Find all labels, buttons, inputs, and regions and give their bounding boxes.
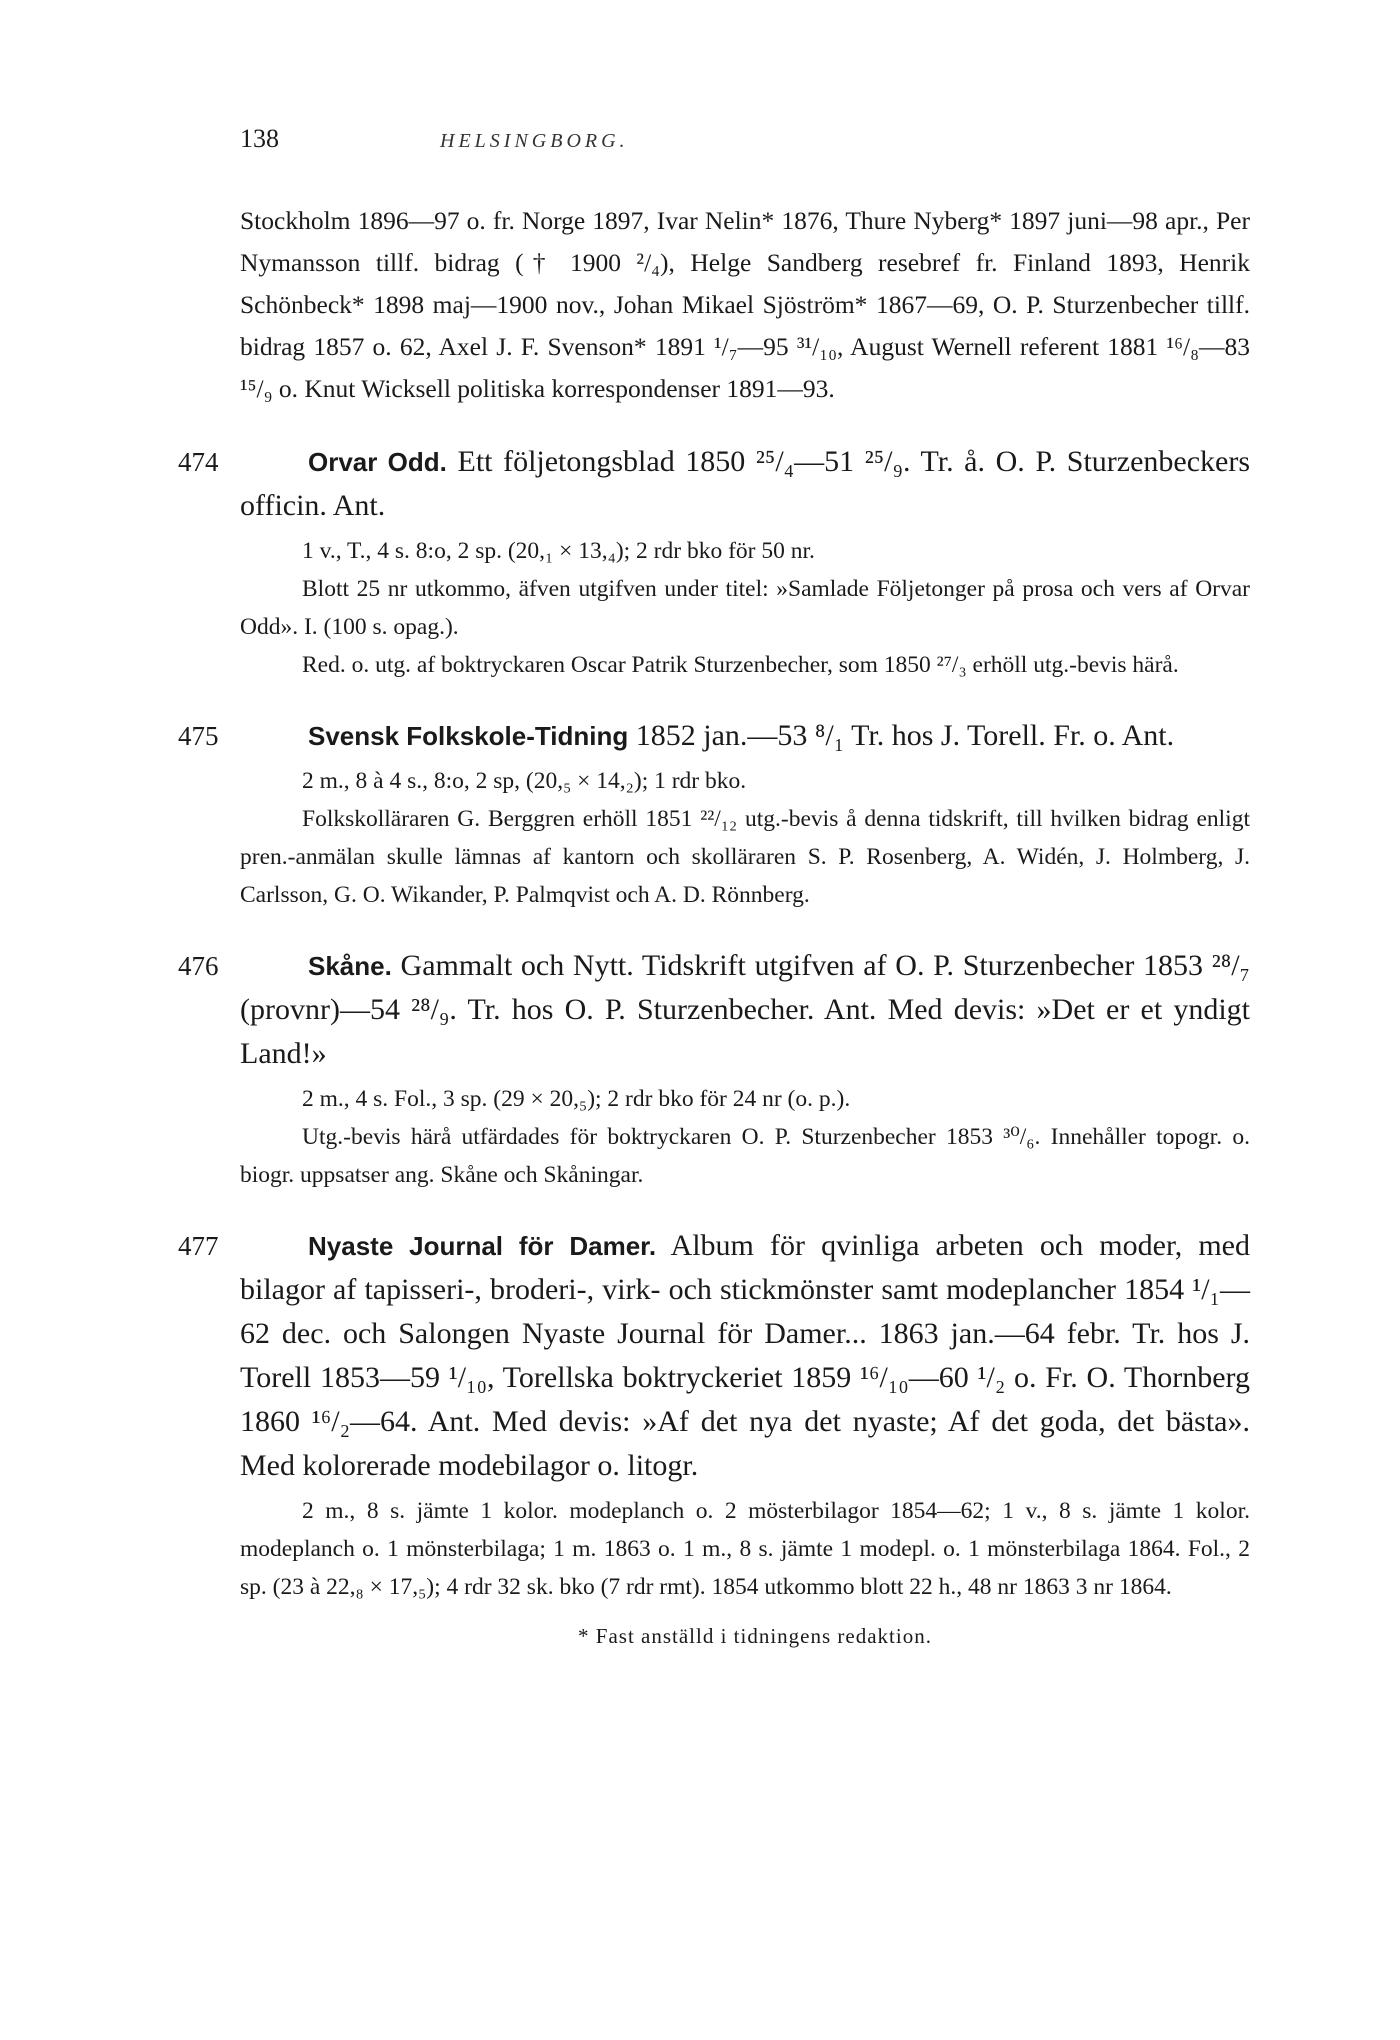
continuation-paragraph: Stockholm 1896—97 o. fr. Norge 1897, Ivar Nelin* 1876, Thure Nyberg* 1897 juni—98 apr., Per Nymansson tillf. bidrag († 1900 ²/₄), Helge Sandberg resebref fr. Finland 1893, Henrik Schönbeck* 1898 maj—1900 nov., Johan Mikael Sjöström* 1867—69, O. P. Sturzenbecher tillf. bidrag 1857 o. 62, Axel J. F. Svenson* 1891 ¹/₇—95 ³¹/₁₀, August Wernell referent 1881 ¹⁶/₈—83 ¹⁵/₉ o. Knut Wicksell politiska korrespondenser 1891—93. — [240, 206, 1250, 403]
entry-title: Svensk Folkskole-Tidning — [308, 721, 629, 751]
entry-note: Utg.-bevis härå utfärdades för boktryckaren O. P. Sturzenbecher 1853 ³⁰/₆. Innehåller topogr. o. biogr. uppsatser ang. Skåne och Skåningar. — [240, 1124, 1250, 1188]
entry-note: Blott 25 nr utkommo, äfven utgifven under titel: »Samlade Följetonger på prosa och vers af Orvar Odd». I. (100 s. opag.). — [240, 576, 1250, 640]
entry-476 — [178, 944, 1250, 1194]
page-number: 138 — [240, 124, 279, 153]
entry-note: Red. o. utg. af boktryckaren Oscar Patrik Sturzenbecher, som 1850 ²⁷/₃ erhöll utg.-bevis härå. — [302, 652, 1179, 678]
entry-note: 2 m., 8 à 4 s., 8:o, 2 sp, (20,₅ × 14,₂); 1 rdr bko. — [302, 768, 747, 794]
running-title: HELSINGBORG. — [440, 130, 629, 152]
book-page — [178, 124, 1251, 1649]
entry-text: Gammalt och Nytt. Tidskrift utgifven af O. P. Sturzenbecher 1853 ²⁸/₇ (provnr)—54 ²⁸/₉. Tr. hos O. P. Sturzenbecher. Ant. Med devis: »Det er et yndigt Land!» — [240, 949, 1250, 1070]
entry-notes — [240, 532, 1250, 684]
entry-title: Skåne. — [308, 951, 392, 981]
entry-title: Orvar Odd. — [308, 447, 447, 477]
entry-number: 476 — [178, 951, 219, 981]
entry-text: Ett följetongsblad 1850 ²⁵/₄—51 ²⁵/₉. Tr. å. O. P. Sturzenbeckers officin. Ant. — [240, 445, 1251, 522]
entry-note: 2 m., 8 s. jämte 1 kolor. modeplanch o. 2 mösterbilagor 1854—62; 1 v., 8 s. jämte 1 kolor. modeplanch o. 1 mönsterbilaga; 1 m. 1863 o. 1 m., 8 s. jämte 1 modepl. o. 1 mönsterbilaga 1864. Fol., 2 sp. (23 à 22,₈ × 17,₅); 4 rdr 32 sk. bko (7 rdr rmt). 1854 utkommo blott 22 h., 48 nr 1863 3 nr 1864. — [240, 1498, 1250, 1600]
entry-text: 1852 jan.—53 ⁸/₁ Tr. hos J. Torell. Fr. o. Ant. — [635, 719, 1175, 752]
entry-notes — [240, 762, 1250, 914]
entry-number: 475 — [178, 721, 219, 751]
entry-number: 474 — [178, 447, 219, 477]
entry-note: Folkskolläraren G. Berggren erhöll 1851 ²²/₁₂ utg.-bevis å denna tidskrift, till hvilken bidrag enligt pren.-anmälan skulle lämnas af kantorn och skolläraren S. P. Rosenberg, A. Widén, J. Holmberg, J. Carlsson, G. O. Wikander, P. Palmqvist och A. D. Rönnberg. — [240, 806, 1250, 908]
entry-text: Album för qvinliga arbeten och moder, med bilagor af tapisseri-, broderi-, virk- och stickmönster samt modeplancher 1854 ¹/₁—62 dec. och Salongen Nyaste Journal för Damer... 1863 jan.—64 febr. Tr. hos J. Torell 1853—59 ¹/₁₀, Torellska boktryckeriet 1859 ¹⁶/₁₀—60 ¹/₂ o. Fr. O. Thornberg 1860 ¹⁶/₂—64. Ant. Med devis: »Af det nya det nyaste; Af det goda, det bästa». Med kolorerade modebilagor o. litogr. — [240, 1229, 1250, 1482]
entry-notes — [240, 1080, 1250, 1194]
entry-heading — [240, 944, 1250, 1076]
entry-477 — [178, 1224, 1250, 1606]
entry-474 — [178, 440, 1251, 684]
page-header — [240, 124, 1250, 164]
entry-heading — [240, 1224, 1250, 1488]
footnote: * Fast anställd i tidningens redaktion. — [578, 1624, 932, 1648]
entry-title: Nyaste Journal för Damer. — [308, 1231, 657, 1261]
entry-475 — [178, 714, 1250, 914]
entry-heading — [240, 440, 1250, 528]
entry-notes — [240, 1492, 1250, 1606]
entry-note: 2 m., 4 s. Fol., 3 sp. (29 × 20,₅); 2 rdr bko för 24 nr (o. p.). — [302, 1086, 851, 1112]
entry-note: 1 v., T., 4 s. 8:o, 2 sp. (20,₁ × 13,₄); 2 rdr bko för 50 nr. — [302, 538, 815, 564]
entry-number: 477 — [178, 1231, 219, 1261]
entry-heading — [240, 714, 1250, 758]
